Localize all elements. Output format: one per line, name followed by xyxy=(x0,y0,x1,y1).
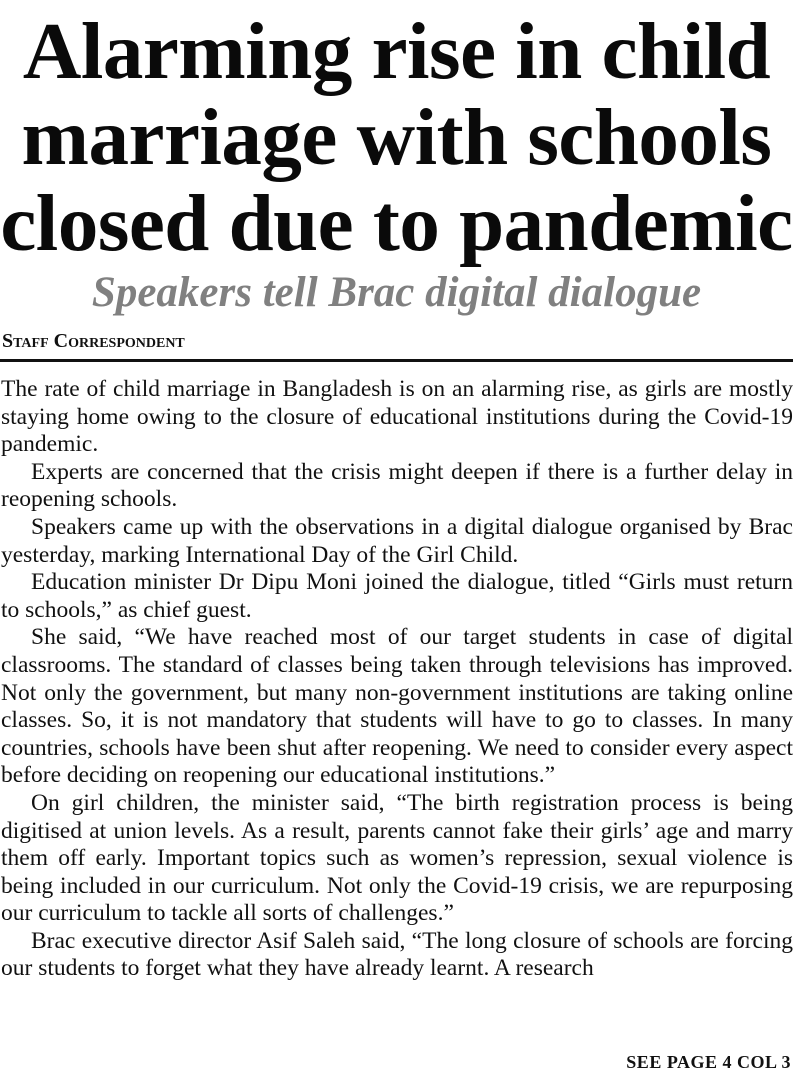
headline-line-2: marriage with schools xyxy=(21,92,772,182)
paragraph-2: Experts are concerned that the crisis might deepen if there is a further delay in reopening schools. xyxy=(1,458,793,513)
subheadline: Speakers tell Brac digital dialogue xyxy=(91,269,702,316)
byline-divider xyxy=(0,359,793,362)
headline-line-3: closed due to pandemic xyxy=(0,178,793,268)
byline: Staff Correspondent xyxy=(2,330,185,352)
paragraph-1: The rate of child marriage in Bangladesh is on an alarming rise, as girls are mostly staying home owing to the closure of educational institutions during the Covid-19 pandemic. xyxy=(1,376,793,458)
continuation-note: SEE PAGE 4 COL 3 xyxy=(626,1052,791,1072)
paragraph-7: Brac executive director Asif Saleh said, “The long closure of schools are forcing our students to forget what they have already learnt. A research xyxy=(1,927,793,982)
paragraph-5: She said, “We have reached most of our target students in case of digital classrooms. The standard of classes being taken through televisions has improved. Not only the government, but many non-government institutions are taking online classes. So, it is not mandatory that students will have to go to classes. In many countries, schools have been shut after reopening. We need to consider every aspect before deciding on reopening our educational institutions.” xyxy=(1,624,793,789)
headline xyxy=(0,8,793,266)
paragraph-3: Speakers came up with the observations in a digital dialogue organised by Brac yesterday, marking International Day of the Girl Child. xyxy=(1,513,793,568)
paragraph-6: On girl children, the minister said, “The birth registration process is being digitised at union levels. As a result, parents cannot fake their girls’ age and marry them off early. Important topics such as women’s repression, sexual violence is being included in our curriculum. Not only the Covid-19 crisis, we are repurposing our curriculum to tackle all sorts of challenges.” xyxy=(1,789,793,927)
headline-line-1: Alarming rise in child xyxy=(22,6,771,96)
paragraph-4: Education minister Dr Dipu Moni joined the dialogue, titled “Girls must return to schools,” as chief guest. xyxy=(1,569,793,623)
article-body xyxy=(1,376,793,983)
